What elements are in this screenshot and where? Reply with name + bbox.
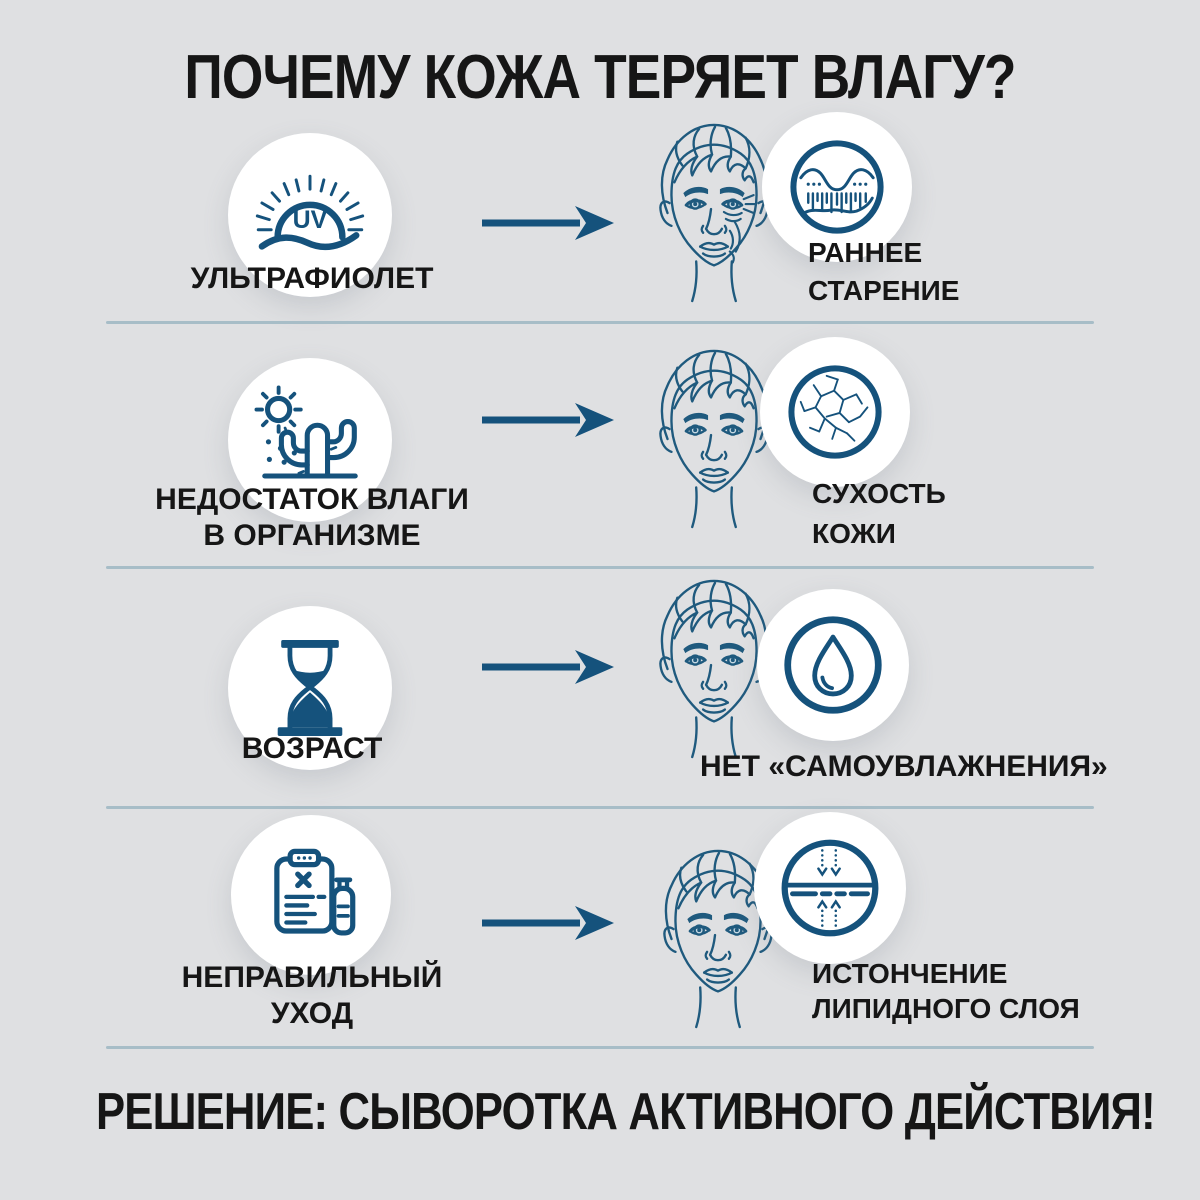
row-divider	[106, 566, 1094, 569]
desert-cactus-icon	[250, 384, 370, 496]
effect-icon-circle	[754, 812, 906, 964]
wrinkles-icon	[786, 136, 888, 238]
uv-label: UV	[292, 205, 328, 234]
effect-label: ИСТОНЧЕНИЕ ЛИПИДНОГО СЛОЯ	[812, 958, 1080, 1024]
cause-icon-circle	[231, 815, 391, 975]
row-divider	[106, 321, 1094, 324]
right-arrow-icon	[478, 400, 618, 440]
effect-label: НЕТ «САМОУВЛАЖНЕНИЯ»	[700, 750, 1108, 783]
right-arrow-icon	[478, 647, 618, 687]
cause-label: НЕДОСТАТОК ВЛАГИ В ОРГАНИЗМЕ	[155, 483, 469, 552]
effect-icon-circle	[760, 337, 910, 487]
page-title: ПОЧЕМУ КОЖА ТЕРЯЕТ ВЛАГУ?	[184, 43, 1016, 112]
row-divider	[106, 1046, 1094, 1049]
effect-label: РАННЕЕ СТАРЕНИЕ	[808, 237, 960, 306]
right-arrow-icon	[478, 903, 618, 943]
right-arrow-icon	[478, 203, 618, 243]
row-divider	[106, 806, 1094, 809]
wrong-care-icon	[254, 840, 368, 950]
uv-sun-icon	[249, 163, 371, 267]
hourglass-icon	[262, 634, 358, 742]
cracked-skin-icon	[784, 361, 886, 463]
effect-icon-circle	[757, 589, 909, 741]
cause-label: ВОЗРАСТ	[241, 732, 383, 765]
cause-label: УЛЬТРАФИОЛЕТ	[190, 262, 434, 295]
lipid-layer-icon	[777, 835, 883, 941]
cause-label: НЕПРАВИЛЬНЫЙ УХОД	[181, 961, 443, 1030]
water-drop-icon	[780, 612, 886, 718]
effect-label: СУХОСТЬ КОЖИ	[812, 478, 946, 549]
solution-text: РЕШЕНИЕ: СЫВОРОТКА АКТИВНОГО ДЕЙСТВИЯ!	[96, 1083, 1155, 1141]
